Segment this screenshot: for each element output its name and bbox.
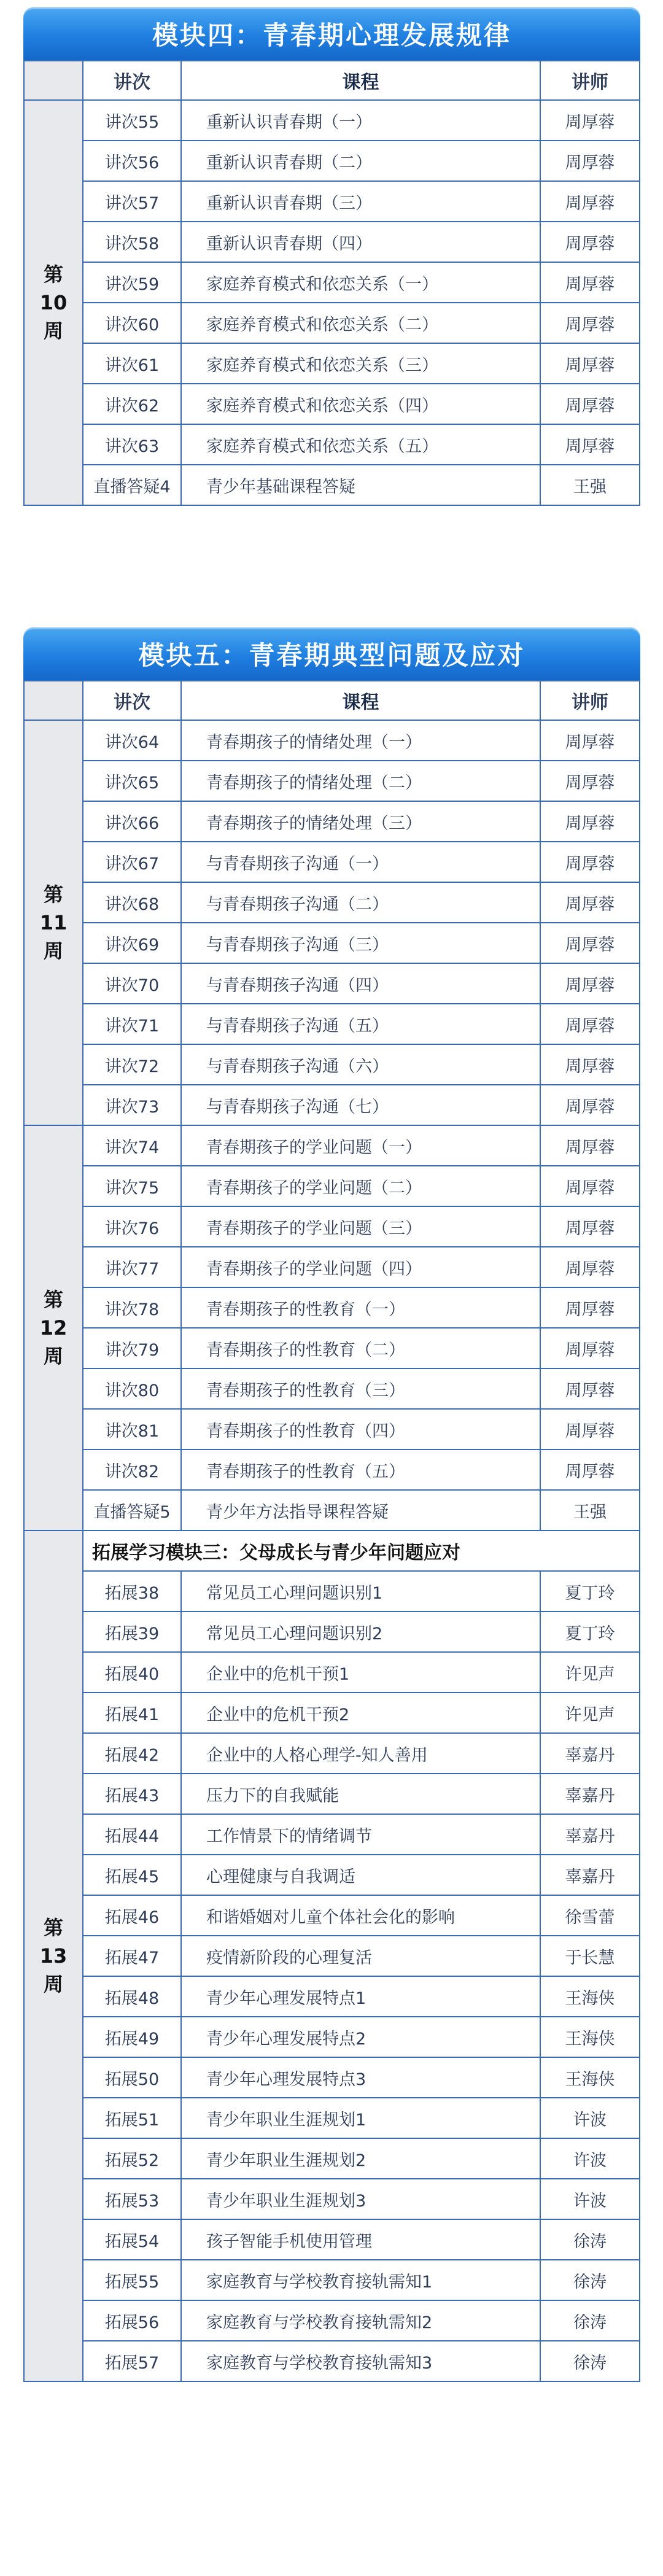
teacher-name: 周厚蓉 bbox=[540, 1125, 640, 1166]
table-row bbox=[24, 384, 640, 424]
course-title: 青少年心理发展特点2 bbox=[181, 2017, 540, 2057]
lecture-number: 讲次59 bbox=[83, 262, 181, 303]
teacher-name: 许波 bbox=[540, 2098, 640, 2138]
header-week-cell bbox=[24, 61, 83, 100]
course-title: 青春期孩子的情绪处理（三） bbox=[181, 801, 540, 842]
lecture-number: 讲次82 bbox=[83, 1449, 181, 1490]
table-row bbox=[24, 1449, 640, 1490]
header-row bbox=[24, 681, 640, 720]
lecture-number: 讲次76 bbox=[83, 1206, 181, 1247]
table-row bbox=[24, 1206, 640, 1247]
lecture-number: 讲次77 bbox=[83, 1247, 181, 1287]
lecture-number: 拓展57 bbox=[83, 2341, 181, 2381]
lecture-number: 讲次71 bbox=[83, 1004, 181, 1044]
lecture-number: 拓展40 bbox=[83, 1652, 181, 1693]
header-lecture: 讲次 bbox=[83, 61, 181, 100]
table-row bbox=[24, 222, 640, 262]
table-row bbox=[24, 141, 640, 181]
course-title: 青春期孩子的学业问题（三） bbox=[181, 1206, 540, 1247]
table-row bbox=[24, 963, 640, 1004]
table-row bbox=[24, 1895, 640, 1936]
table-row bbox=[24, 1125, 640, 1166]
teacher-name: 许波 bbox=[540, 2179, 640, 2219]
table-row bbox=[24, 1166, 640, 1206]
lecture-number: 讲次67 bbox=[83, 842, 181, 882]
week-label: 第 13 周 bbox=[24, 1530, 83, 2381]
table-row bbox=[24, 1368, 640, 1409]
teacher-name: 周厚蓉 bbox=[540, 1328, 640, 1368]
lecture-number: 拓展53 bbox=[83, 2179, 181, 2219]
teacher-name: 辜嘉丹 bbox=[540, 1774, 640, 1814]
table-row bbox=[24, 1733, 640, 1774]
table-row bbox=[24, 2300, 640, 2341]
table-row bbox=[24, 2017, 640, 2057]
teacher-name: 周厚蓉 bbox=[540, 1368, 640, 1409]
course-title: 与青春期孩子沟通（三） bbox=[181, 923, 540, 963]
lecture-number: 讲次69 bbox=[83, 923, 181, 963]
table-row bbox=[24, 1328, 640, 1368]
lecture-number: 讲次79 bbox=[83, 1328, 181, 1368]
header-week-cell bbox=[24, 681, 83, 720]
teacher-name: 周厚蓉 bbox=[540, 882, 640, 923]
module-5-title: 模块五：青春期典型问题及应对 bbox=[23, 627, 640, 680]
module-5 bbox=[23, 627, 640, 2382]
course-title: 企业中的危机干预2 bbox=[181, 1693, 540, 1733]
lecture-number: 拓展44 bbox=[83, 1814, 181, 1855]
extension-title-row bbox=[24, 1530, 640, 1571]
table-row bbox=[24, 1044, 640, 1085]
teacher-name: 周厚蓉 bbox=[540, 424, 640, 465]
lecture-number: 拓展47 bbox=[83, 1936, 181, 1976]
table-row bbox=[24, 1287, 640, 1328]
lecture-number: 讲次68 bbox=[83, 882, 181, 923]
table-row bbox=[24, 1247, 640, 1287]
week-label: 第 11 周 bbox=[24, 720, 83, 1125]
lecture-number: 讲次66 bbox=[83, 801, 181, 842]
table-row bbox=[24, 2057, 640, 2098]
table-row bbox=[24, 181, 640, 222]
teacher-name: 周厚蓉 bbox=[540, 963, 640, 1004]
teacher-name: 许见声 bbox=[540, 1693, 640, 1733]
course-title: 青少年方法指导课程答疑 bbox=[181, 1490, 540, 1530]
course-title: 青春期孩子的学业问题（一） bbox=[181, 1125, 540, 1166]
header-teacher: 讲师 bbox=[540, 681, 640, 720]
course-title: 青春期孩子的学业问题（二） bbox=[181, 1166, 540, 1206]
teacher-name: 王强 bbox=[540, 465, 640, 505]
table-row bbox=[24, 882, 640, 923]
module-4-table bbox=[23, 60, 640, 506]
course-title: 孩子智能手机使用管理 bbox=[181, 2219, 540, 2260]
course-title: 家庭教育与学校教育接轨需知3 bbox=[181, 2341, 540, 2381]
course-title: 疫情新阶段的心理复活 bbox=[181, 1936, 540, 1976]
table-row bbox=[24, 343, 640, 384]
course-title: 家庭养育模式和依恋关系（五） bbox=[181, 424, 540, 465]
teacher-name: 许波 bbox=[540, 2138, 640, 2179]
teacher-name: 周厚蓉 bbox=[540, 1206, 640, 1247]
table-row bbox=[24, 1693, 640, 1733]
table-row bbox=[24, 1774, 640, 1814]
teacher-name: 徐涛 bbox=[540, 2260, 640, 2300]
lecture-number: 讲次63 bbox=[83, 424, 181, 465]
table-row bbox=[24, 100, 640, 141]
teacher-name: 周厚蓉 bbox=[540, 1247, 640, 1287]
lecture-number: 拓展41 bbox=[83, 1693, 181, 1733]
table-row bbox=[24, 761, 640, 801]
table-row bbox=[24, 1976, 640, 2017]
teacher-name: 周厚蓉 bbox=[540, 761, 640, 801]
teacher-name: 周厚蓉 bbox=[540, 181, 640, 222]
lecture-number: 讲次55 bbox=[83, 100, 181, 141]
table-row bbox=[24, 303, 640, 343]
teacher-name: 夏丁玲 bbox=[540, 1612, 640, 1652]
course-title: 心理健康与自我调适 bbox=[181, 1855, 540, 1895]
lecture-number: 讲次64 bbox=[83, 720, 181, 761]
lecture-number: 拓展52 bbox=[83, 2138, 181, 2179]
module-4-title: 模块四：青春期心理发展规律 bbox=[23, 7, 640, 60]
teacher-name: 辜嘉丹 bbox=[540, 1855, 640, 1895]
week-label: 第 10 周 bbox=[24, 100, 83, 505]
lecture-number: 讲次62 bbox=[83, 384, 181, 424]
teacher-name: 徐涛 bbox=[540, 2341, 640, 2381]
teacher-name: 于长慧 bbox=[540, 1936, 640, 1976]
table-row bbox=[24, 1612, 640, 1652]
teacher-name: 周厚蓉 bbox=[540, 222, 640, 262]
lecture-number: 讲次58 bbox=[83, 222, 181, 262]
teacher-name: 周厚蓉 bbox=[540, 303, 640, 343]
lecture-number: 讲次73 bbox=[83, 1085, 181, 1125]
table-row bbox=[24, 1936, 640, 1976]
course-title: 青少年职业生涯规划1 bbox=[181, 2098, 540, 2138]
course-title: 常见员工心理问题识别2 bbox=[181, 1612, 540, 1652]
teacher-name: 徐涛 bbox=[540, 2219, 640, 2260]
header-course: 课程 bbox=[181, 681, 540, 720]
course-title: 青春期孩子的性教育（五） bbox=[181, 1449, 540, 1490]
course-title: 重新认识青春期（四） bbox=[181, 222, 540, 262]
course-title: 家庭养育模式和依恋关系（三） bbox=[181, 343, 540, 384]
teacher-name: 周厚蓉 bbox=[540, 801, 640, 842]
teacher-name: 周厚蓉 bbox=[540, 262, 640, 303]
lecture-number: 拓展45 bbox=[83, 1855, 181, 1895]
course-title: 工作情景下的情绪调节 bbox=[181, 1814, 540, 1855]
lecture-number: 直播答疑5 bbox=[83, 1490, 181, 1530]
course-title: 与青春期孩子沟通（二） bbox=[181, 882, 540, 923]
teacher-name: 王海侠 bbox=[540, 2057, 640, 2098]
lecture-number: 拓展43 bbox=[83, 1774, 181, 1814]
teacher-name: 周厚蓉 bbox=[540, 720, 640, 761]
table-row bbox=[24, 720, 640, 761]
course-title: 家庭养育模式和依恋关系（四） bbox=[181, 384, 540, 424]
table-row bbox=[24, 262, 640, 303]
teacher-name: 周厚蓉 bbox=[540, 1287, 640, 1328]
teacher-name: 周厚蓉 bbox=[540, 384, 640, 424]
course-title: 家庭养育模式和依恋关系（一） bbox=[181, 262, 540, 303]
course-title: 青春期孩子的情绪处理（一） bbox=[181, 720, 540, 761]
course-title: 青春期孩子的性教育（三） bbox=[181, 1368, 540, 1409]
course-title: 青春期孩子的性教育（一） bbox=[181, 1287, 540, 1328]
table-row bbox=[24, 1855, 640, 1895]
teacher-name: 周厚蓉 bbox=[540, 923, 640, 963]
lecture-number: 讲次74 bbox=[83, 1125, 181, 1166]
header-course: 课程 bbox=[181, 61, 540, 100]
module-5-table bbox=[23, 680, 640, 2382]
course-title: 与青春期孩子沟通（六） bbox=[181, 1044, 540, 1085]
header-lecture: 讲次 bbox=[83, 681, 181, 720]
course-title: 与青春期孩子沟通（四） bbox=[181, 963, 540, 1004]
course-title: 企业中的危机干预1 bbox=[181, 1652, 540, 1693]
course-title: 青少年职业生涯规划2 bbox=[181, 2138, 540, 2179]
table-row bbox=[24, 2260, 640, 2300]
header-row bbox=[24, 61, 640, 100]
lecture-number: 讲次75 bbox=[83, 1166, 181, 1206]
table-row bbox=[24, 2219, 640, 2260]
teacher-name: 周厚蓉 bbox=[540, 1449, 640, 1490]
table-row bbox=[24, 801, 640, 842]
teacher-name: 周厚蓉 bbox=[540, 842, 640, 882]
course-title: 家庭教育与学校教育接轨需知1 bbox=[181, 2260, 540, 2300]
lecture-number: 拓展46 bbox=[83, 1895, 181, 1936]
table-row bbox=[24, 923, 640, 963]
lecture-number: 拓展38 bbox=[83, 1571, 181, 1612]
teacher-name: 夏丁玲 bbox=[540, 1571, 640, 1612]
table-row bbox=[24, 1814, 640, 1855]
course-title: 重新认识青春期（三） bbox=[181, 181, 540, 222]
lecture-number: 拓展56 bbox=[83, 2300, 181, 2341]
teacher-name: 周厚蓉 bbox=[540, 1166, 640, 1206]
extension-module-title: 拓展学习模块三：父母成长与青少年问题应对 bbox=[83, 1530, 640, 1571]
lecture-number: 讲次70 bbox=[83, 963, 181, 1004]
lecture-number: 讲次72 bbox=[83, 1044, 181, 1085]
teacher-name: 王强 bbox=[540, 1490, 640, 1530]
teacher-name: 王海侠 bbox=[540, 2017, 640, 2057]
teacher-name: 周厚蓉 bbox=[540, 100, 640, 141]
lecture-number: 讲次56 bbox=[83, 141, 181, 181]
teacher-name: 辜嘉丹 bbox=[540, 1733, 640, 1774]
lecture-number: 讲次61 bbox=[83, 343, 181, 384]
course-title: 青春期孩子的性教育（四） bbox=[181, 1409, 540, 1449]
table-row bbox=[24, 842, 640, 882]
lecture-number: 讲次60 bbox=[83, 303, 181, 343]
table-row bbox=[24, 1409, 640, 1449]
teacher-name: 王海侠 bbox=[540, 1976, 640, 2017]
lecture-number: 拓展48 bbox=[83, 1976, 181, 2017]
course-title: 青春期孩子的学业问题（四） bbox=[181, 1247, 540, 1287]
lecture-number: 拓展50 bbox=[83, 2057, 181, 2098]
header-teacher: 讲师 bbox=[540, 61, 640, 100]
table-row bbox=[24, 2179, 640, 2219]
teacher-name: 徐涛 bbox=[540, 2300, 640, 2341]
lecture-number: 拓展39 bbox=[83, 1612, 181, 1652]
teacher-name: 周厚蓉 bbox=[540, 1004, 640, 1044]
lecture-number: 讲次78 bbox=[83, 1287, 181, 1328]
teacher-name: 周厚蓉 bbox=[540, 1409, 640, 1449]
course-title: 青春期孩子的情绪处理（二） bbox=[181, 761, 540, 801]
teacher-name: 辜嘉丹 bbox=[540, 1814, 640, 1855]
teacher-name: 徐雪蕾 bbox=[540, 1895, 640, 1936]
course-title: 与青春期孩子沟通（五） bbox=[181, 1004, 540, 1044]
table-row bbox=[24, 1652, 640, 1693]
course-title: 家庭教育与学校教育接轨需知2 bbox=[181, 2300, 540, 2341]
lecture-number: 讲次65 bbox=[83, 761, 181, 801]
table-row bbox=[24, 1085, 640, 1125]
teacher-name: 周厚蓉 bbox=[540, 1085, 640, 1125]
module-4 bbox=[23, 7, 640, 506]
lecture-number: 直播答疑4 bbox=[83, 465, 181, 505]
teacher-name: 周厚蓉 bbox=[540, 1044, 640, 1085]
teacher-name: 许见声 bbox=[540, 1652, 640, 1693]
course-title: 与青春期孩子沟通（一） bbox=[181, 842, 540, 882]
table-row bbox=[24, 465, 640, 505]
week-label: 第 12 周 bbox=[24, 1125, 83, 1530]
course-title: 常见员工心理问题识别1 bbox=[181, 1571, 540, 1612]
table-row bbox=[24, 2098, 640, 2138]
lecture-number: 拓展51 bbox=[83, 2098, 181, 2138]
course-title: 青少年心理发展特点3 bbox=[181, 2057, 540, 2098]
lecture-number: 讲次57 bbox=[83, 181, 181, 222]
lecture-number: 拓展49 bbox=[83, 2017, 181, 2057]
lecture-number: 拓展54 bbox=[83, 2219, 181, 2260]
course-title: 青少年基础课程答疑 bbox=[181, 465, 540, 505]
table-row bbox=[24, 1490, 640, 1530]
table-row bbox=[24, 1004, 640, 1044]
teacher-name: 周厚蓉 bbox=[540, 141, 640, 181]
course-title: 重新认识青春期（二） bbox=[181, 141, 540, 181]
course-title: 青少年心理发展特点1 bbox=[181, 1976, 540, 2017]
lecture-number: 讲次81 bbox=[83, 1409, 181, 1449]
table-row bbox=[24, 2138, 640, 2179]
course-title: 家庭养育模式和依恋关系（二） bbox=[181, 303, 540, 343]
table-row bbox=[24, 2341, 640, 2381]
lecture-number: 讲次80 bbox=[83, 1368, 181, 1409]
lecture-number: 拓展42 bbox=[83, 1733, 181, 1774]
course-title: 青少年职业生涯规划3 bbox=[181, 2179, 540, 2219]
lecture-number: 拓展55 bbox=[83, 2260, 181, 2300]
course-title: 企业中的人格心理学-知人善用 bbox=[181, 1733, 540, 1774]
table-row bbox=[24, 424, 640, 465]
teacher-name: 周厚蓉 bbox=[540, 343, 640, 384]
table-row bbox=[24, 1571, 640, 1612]
course-title: 和谐婚姻对儿童个体社会化的影响 bbox=[181, 1895, 540, 1936]
course-title: 青春期孩子的性教育（二） bbox=[181, 1328, 540, 1368]
course-title: 压力下的自我赋能 bbox=[181, 1774, 540, 1814]
course-title: 与青春期孩子沟通（七） bbox=[181, 1085, 540, 1125]
course-title: 重新认识青春期（一） bbox=[181, 100, 540, 141]
